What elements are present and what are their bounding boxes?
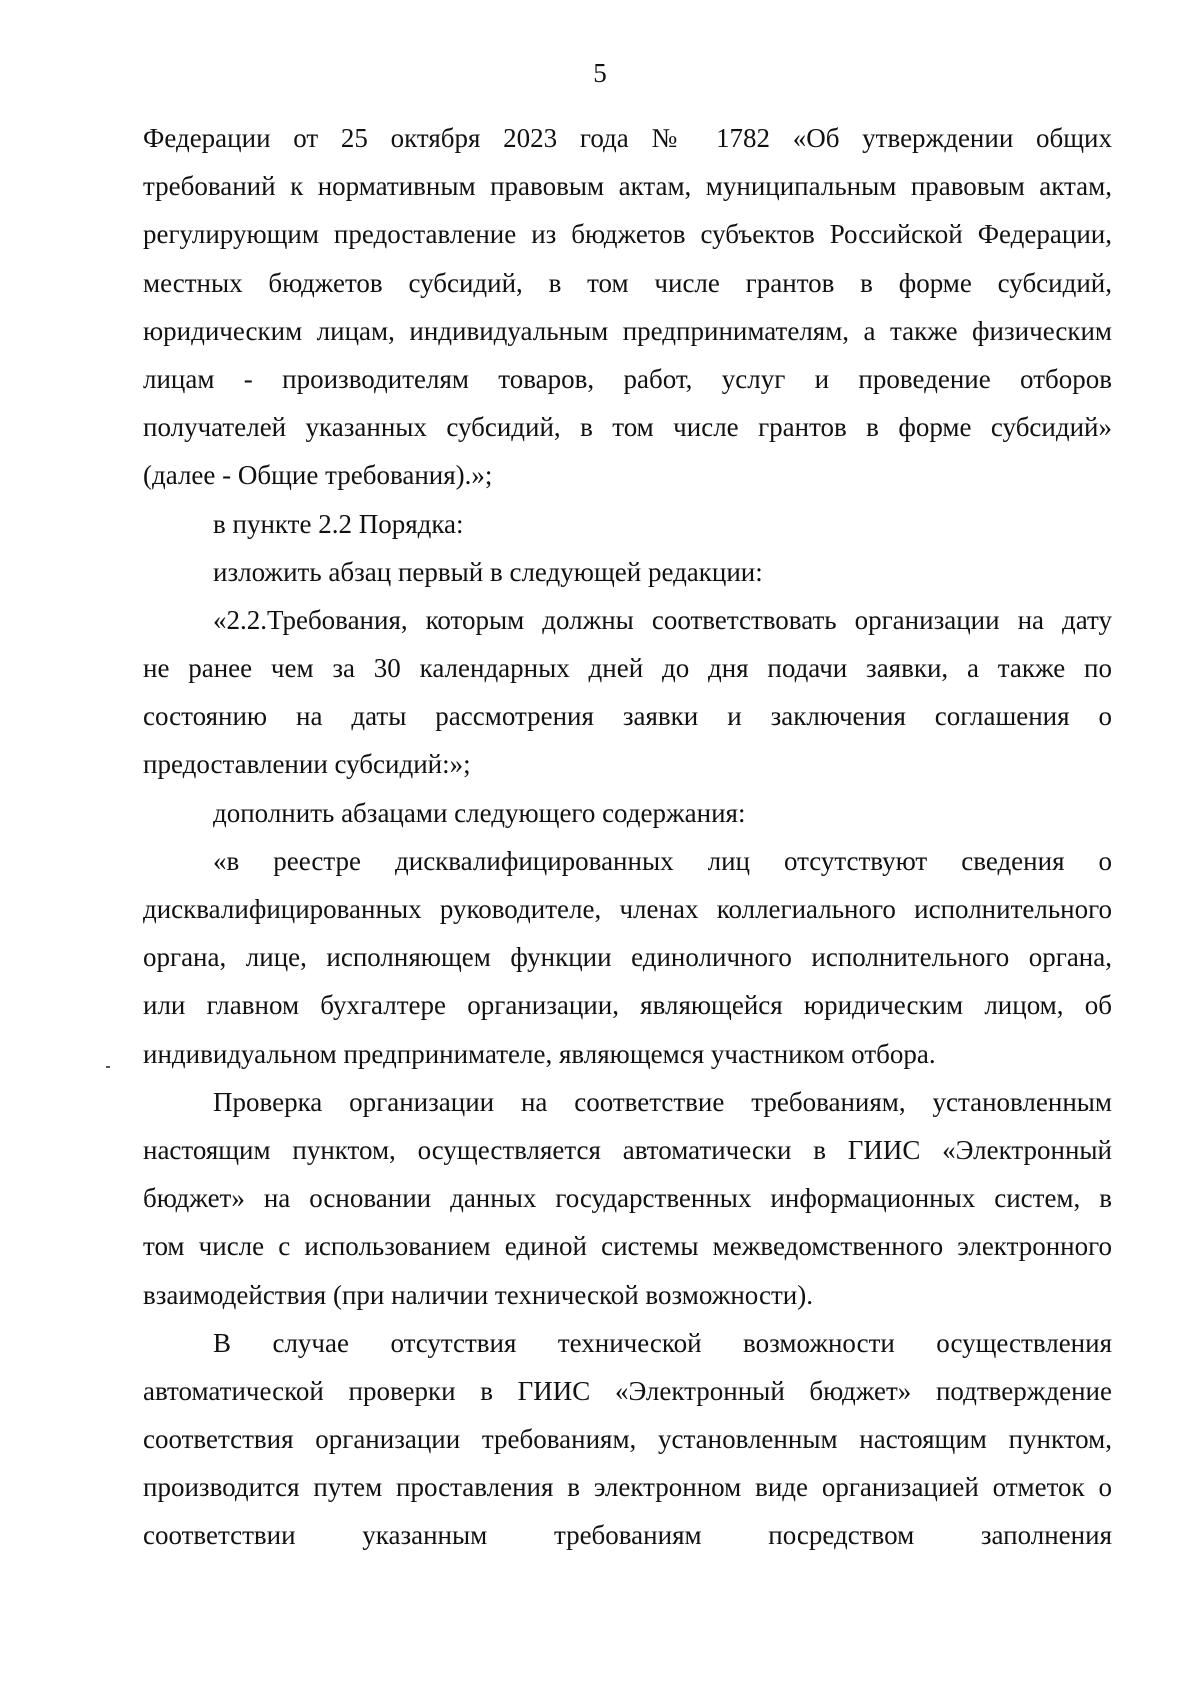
text-line: предоставлении субсидий:»; — [143, 749, 471, 780]
text-line: взаимодействия (при наличии технической возможности). — [143, 1279, 813, 1310]
text-line: том числе с использованием единой системы межведомственного электронного — [143, 1231, 1112, 1262]
text-line: дисквалифицированных руководителе, членах коллегиального исполнительного — [143, 894, 1112, 924]
text-line: требований к нормативным правовым актам, муниципальным правовым актам, — [143, 171, 1112, 202]
text-line: Федерации от 25 октября 2023 года № 1782 «Об утверждении общих — [143, 123, 1112, 153]
text-line: юридическим лицам, индивидуальным предпринимателям, а также физическим — [143, 315, 1112, 346]
text-line: соответствия организации требованиям, установленным настоящим пунктом, — [143, 1424, 1112, 1455]
text-line: настоящим пунктом, осуществляется автоматически в ГИИС «Электронный — [143, 1134, 1112, 1165]
text-line: (далее - Общие требования).»; — [143, 460, 493, 491]
text-line: получателей указанных субсидий, в том числе грантов в форме субсидий» — [143, 412, 1112, 443]
text-line: соответствии указанным требованиям посредством заполнения — [143, 1520, 1112, 1551]
text-line: изложить абзац первый в следующей редакции: — [213, 556, 763, 587]
text-line: «в реестре дисквалифицированных лиц отсутствуют сведения о — [213, 845, 1112, 876]
text-line: бюджет» на основании данных государственных информационных систем, в — [143, 1183, 1112, 1214]
text-line: в пункте 2.2 Порядка: — [213, 508, 464, 539]
text-line: В случае отсутствия технической возможности осуществления — [213, 1327, 1112, 1358]
text-line: или главном бухгалтере организации, являющейся юридическим лицом, об — [143, 990, 1112, 1021]
text-line: «2.2.Требования, которым должны соответствовать организации на дату — [213, 604, 1112, 635]
page-number: 5 — [593, 58, 607, 88]
text-line: состоянию на даты рассмотрения заявки и заключения соглашения о — [143, 701, 1112, 732]
text-line: не ранее чем за 30 календарных дней до дня подачи заявки, а также по — [143, 653, 1112, 684]
text-line: лицам - производителям товаров, работ, услуг и проведение отборов — [143, 363, 1112, 394]
text-line: местных бюджетов субсидий, в том числе грантов в форме субсидий, — [143, 267, 1112, 298]
document-body — [143, 114, 1112, 1560]
text-line: дополнить абзацами следующего содержания: — [213, 797, 746, 828]
text-line: индивидуальном предпринимателе, являющемся участником отбора. — [143, 1038, 936, 1069]
text-line: Проверка организации на соответствие требованиям, установленным — [213, 1086, 1112, 1117]
text-line: регулирующим предоставление из бюджетов субъектов Российской Федерации, — [143, 219, 1112, 250]
text-line: автоматической проверки в ГИИС «Электронный бюджет» подтверждение — [143, 1375, 1112, 1406]
text-line: органа, лице, исполняющем функции единоличного исполнительного органа, — [143, 942, 1112, 973]
margin-mark — [106, 1066, 110, 1068]
text-line: производится путем проставления в электронном виде организацией отметок о — [143, 1472, 1112, 1503]
